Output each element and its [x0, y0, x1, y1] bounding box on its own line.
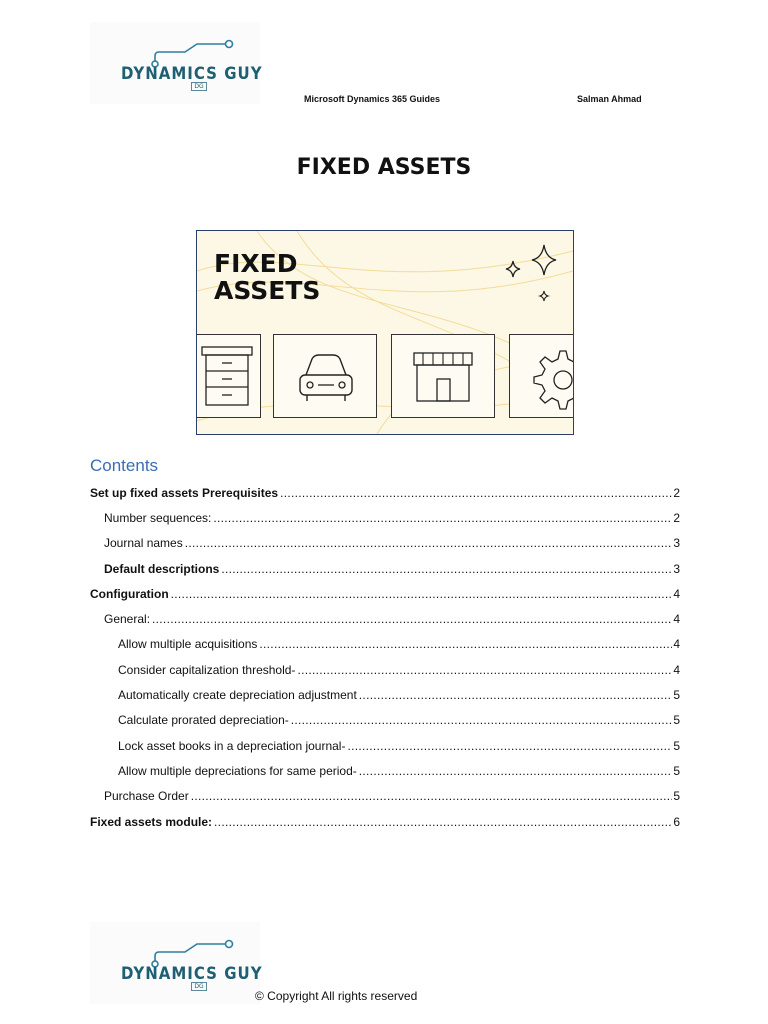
toc-entry-label: Default descriptions: [104, 561, 220, 576]
toc-leader-dots: [297, 663, 672, 677]
toc-entry-label: Consider capitalization threshold-: [118, 662, 296, 677]
toc-entry-page: 5: [673, 738, 680, 753]
toc-entry-label: Lock asset books in a depreciation journal-: [118, 738, 346, 753]
toc-entry-page: 2: [673, 510, 680, 525]
toc-entry-page: 4: [673, 612, 680, 627]
toc-entry[interactable]: [90, 733, 680, 758]
toc-entry-page: 6: [673, 814, 680, 829]
toc-leader-dots: [291, 713, 673, 727]
toc-entry-label: Allow multiple depreciations for same period-: [118, 763, 357, 778]
toc-entry-page: 5: [673, 713, 680, 728]
toc-leader-dots: [152, 612, 672, 626]
cabinet-tile: [196, 334, 261, 418]
toc-leader-dots: [185, 536, 673, 550]
logo-text: DYNAMICS GUY: [121, 62, 263, 84]
toc-leader-dots: [359, 688, 673, 702]
logo-mark: DG: [191, 82, 207, 91]
logo-text: DYNAMICS GUY: [121, 962, 263, 984]
toc-entry-page: 4: [673, 637, 680, 652]
toc-entry[interactable]: [90, 531, 680, 556]
storefront-tile: [391, 334, 495, 418]
cabinet-icon: [196, 335, 260, 417]
toc-entry-page: 2: [673, 485, 680, 500]
toc-entry[interactable]: [90, 784, 680, 809]
footer-logo: [90, 922, 263, 1004]
car-icon: [274, 335, 376, 417]
toc-entry[interactable]: [90, 708, 680, 733]
toc-entry[interactable]: [90, 606, 680, 631]
toc-entry-label: Allow multiple acquisitions: [118, 637, 258, 652]
toc-entry-page: 5: [673, 688, 680, 703]
toc-entry-page: 5: [673, 789, 680, 804]
car-tile: [273, 334, 377, 418]
toc-leader-dots: [347, 739, 672, 753]
toc-entry-label: Number sequences:: [104, 510, 212, 525]
header-author: Salman Ahmad: [577, 94, 642, 104]
toc-entry[interactable]: [90, 480, 680, 505]
logo-mark: DG: [191, 982, 207, 991]
toc-leader-dots: [259, 637, 672, 651]
storefront-icon: [392, 335, 494, 417]
toc-leader-dots: [221, 562, 672, 576]
toc-entry-label: Journal names: [104, 536, 183, 551]
toc-entry-page: 5: [673, 763, 680, 778]
toc-entry-label: Configuration: [90, 586, 169, 601]
toc-entry-page: 4: [673, 662, 680, 677]
gear-tile: [509, 334, 574, 418]
toc-entry-label: Automatically create depreciation adjustment: [118, 688, 357, 703]
sparkle-icon: [497, 239, 567, 309]
toc-entry[interactable]: [90, 758, 680, 783]
toc-entry-label: Purchase Order: [104, 789, 189, 804]
toc-leader-dots: [213, 511, 672, 525]
toc-entry[interactable]: [90, 556, 680, 581]
page-title: FIXED ASSETS: [296, 155, 472, 180]
contents-heading: Contents: [90, 456, 159, 475]
toc-entry-page: 3: [673, 536, 680, 551]
toc-entry[interactable]: [90, 505, 680, 530]
toc-entry-page: 4: [673, 586, 680, 601]
toc-entry-label: General:: [104, 612, 151, 627]
banner-heading: FIXED ASSETS: [214, 249, 321, 305]
toc-leader-dots: [191, 789, 673, 803]
toc-entry[interactable]: [90, 581, 680, 606]
toc-entry-label: Set up fixed assets Prerequisites: [90, 485, 279, 500]
banner-image: [196, 230, 574, 435]
toc-leader-dots: [359, 764, 673, 778]
toc-entry-label: Fixed assets module:: [90, 814, 213, 829]
toc-entry[interactable]: [90, 682, 680, 707]
toc-entry[interactable]: [90, 657, 680, 682]
toc-leader-dots: [214, 815, 672, 829]
gear-icon: [510, 335, 574, 417]
header-guides-label: Microsoft Dynamics 365 Guides: [304, 94, 441, 104]
copyright-text: © Copyright All rights reserved: [255, 989, 418, 1003]
toc-entry[interactable]: [90, 809, 680, 834]
toc-leader-dots: [171, 587, 673, 601]
header-logo: [90, 22, 263, 104]
toc-entry[interactable]: [90, 632, 680, 657]
toc-leader-dots: [280, 486, 672, 500]
toc-entry-label: Calculate prorated depreciation-: [118, 713, 289, 728]
table-of-contents: [90, 480, 680, 834]
toc-entry-page: 3: [673, 561, 680, 576]
